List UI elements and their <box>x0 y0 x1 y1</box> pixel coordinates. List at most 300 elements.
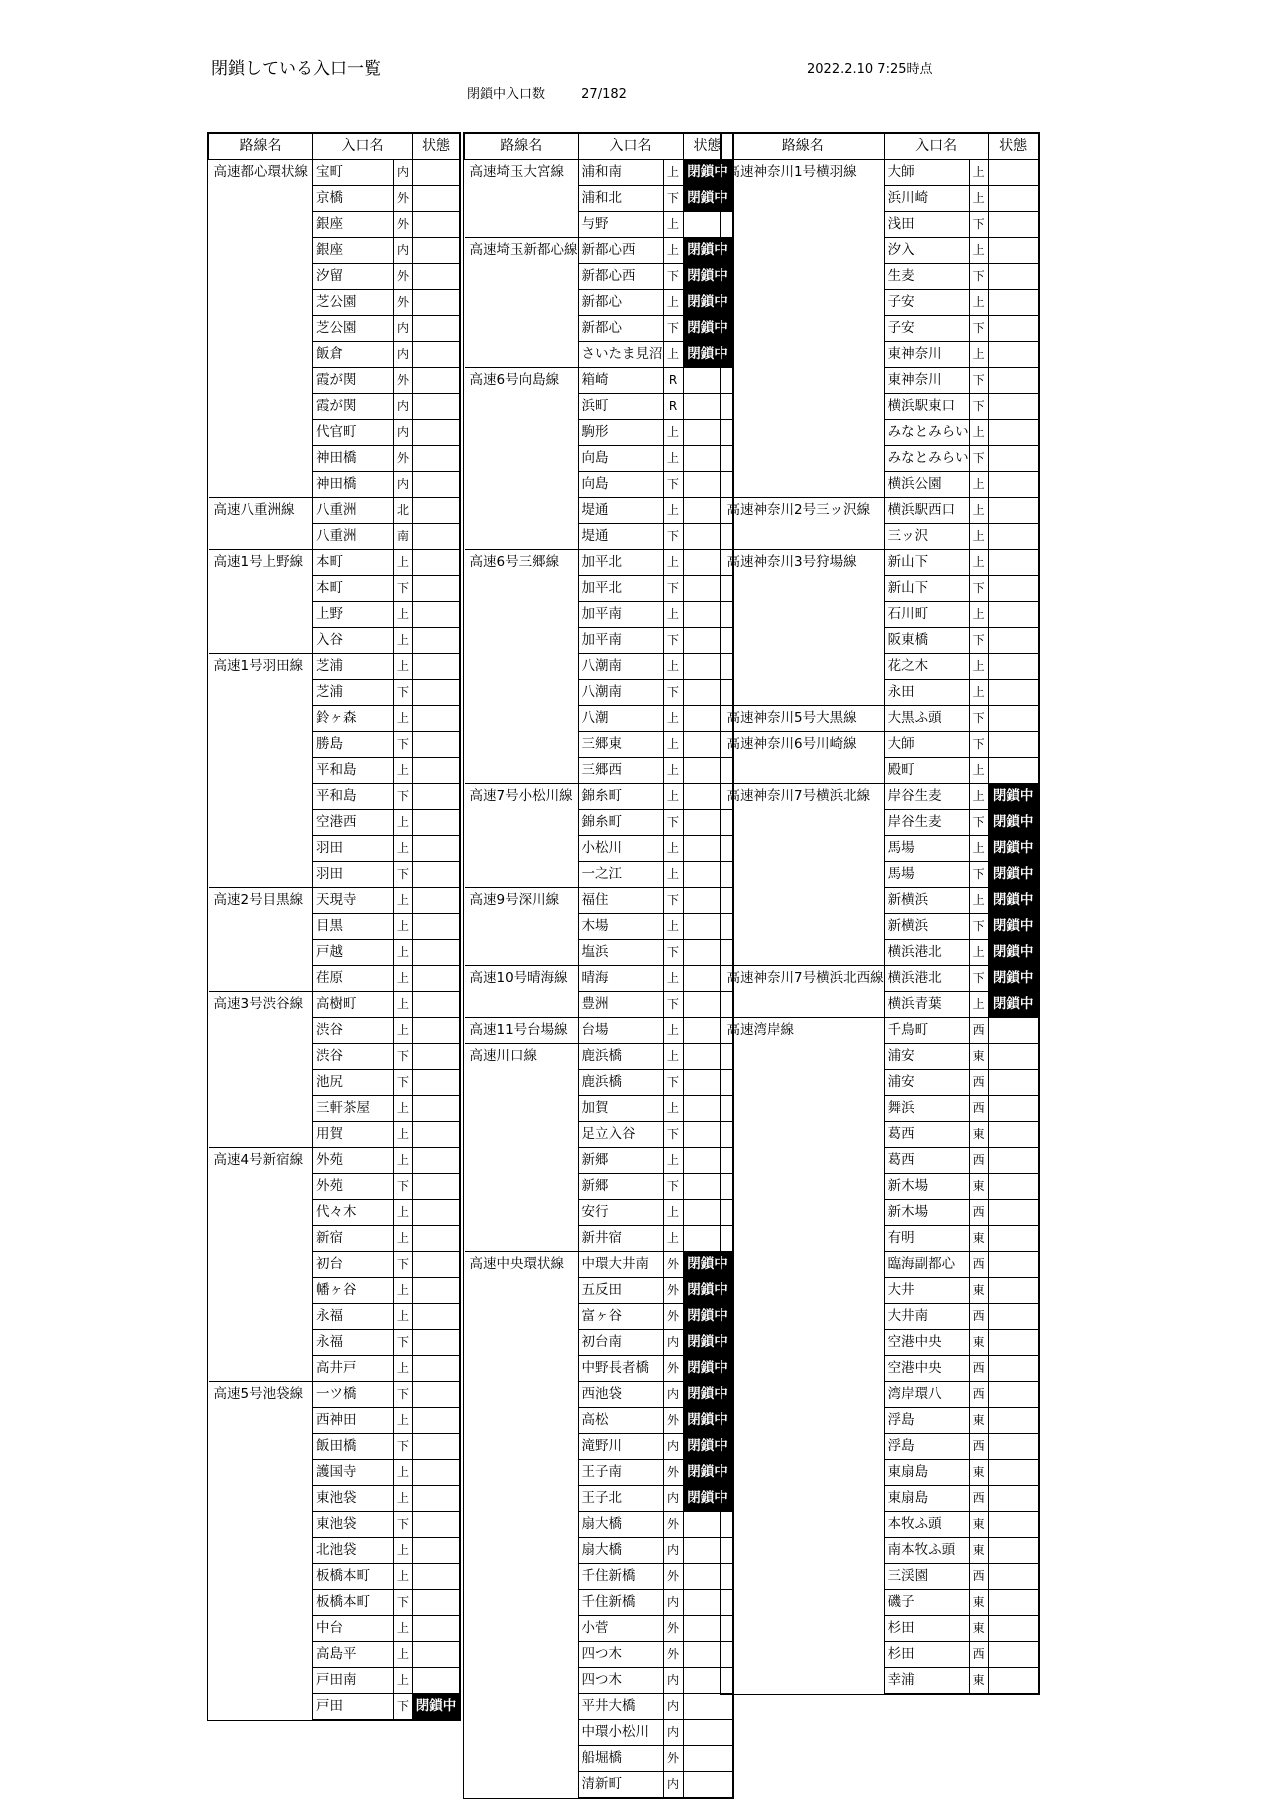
direction: 下 <box>969 810 988 836</box>
route-name <box>209 914 313 940</box>
table-row <box>465 836 733 862</box>
entrance-name: 千鳥町 <box>884 1018 969 1044</box>
route-name <box>722 1486 885 1512</box>
table-row <box>465 1122 733 1148</box>
closed-badge: 閉鎖中 <box>988 810 1038 836</box>
direction: 西 <box>969 1564 988 1590</box>
entrance-name: 霞が関 <box>313 394 394 420</box>
direction: 上 <box>394 1356 413 1382</box>
direction: 上 <box>969 498 988 524</box>
route-header: 路線名 <box>465 134 579 160</box>
entrance-name: 加平北 <box>578 576 663 602</box>
direction: 下 <box>969 732 988 758</box>
entrance-name: 扇大橋 <box>578 1538 663 1564</box>
table-row <box>209 654 460 680</box>
direction: 東 <box>969 1044 988 1070</box>
status-cell <box>988 550 1038 576</box>
status-cell <box>413 1252 460 1278</box>
direction: 下 <box>394 1512 413 1538</box>
table-row <box>465 394 733 420</box>
status-cell <box>413 654 460 680</box>
table-row <box>209 368 460 394</box>
entrance-name: 新郷 <box>578 1148 663 1174</box>
entrance-table-1-grid <box>208 133 460 1720</box>
direction: 下 <box>663 680 683 706</box>
direction: 西 <box>969 1356 988 1382</box>
entrance-table-1 <box>207 132 461 1721</box>
entrance-name: 北池袋 <box>313 1538 394 1564</box>
table-row <box>209 914 460 940</box>
table-row <box>465 1252 733 1278</box>
route-name <box>722 1148 885 1174</box>
table-row <box>465 628 733 654</box>
route-name <box>209 1694 313 1720</box>
route-name <box>465 1070 579 1096</box>
closed-badge: 閉鎖中 <box>988 862 1038 888</box>
entrance-name: 芝公園 <box>313 290 394 316</box>
route-name <box>465 264 579 290</box>
table-row <box>465 1720 733 1746</box>
entrance-name: 京橋 <box>313 186 394 212</box>
table-row <box>209 160 460 186</box>
status-cell <box>413 420 460 446</box>
table-row <box>209 966 460 992</box>
table-row <box>465 238 733 264</box>
closed-badge: 閉鎖中 <box>683 160 732 186</box>
route-name <box>722 446 885 472</box>
entrance-name: 錦糸町 <box>578 810 663 836</box>
route-name <box>722 394 885 420</box>
table-row <box>722 940 1039 966</box>
entrance-name: 加平南 <box>578 628 663 654</box>
status-header: 状態 <box>413 134 460 160</box>
route-name <box>722 1434 885 1460</box>
route-name: 高速1号羽田線 <box>209 654 313 680</box>
status-cell <box>413 1512 460 1538</box>
direction: 西 <box>969 1148 988 1174</box>
status-cell <box>988 186 1038 212</box>
entrance-name: 鹿浜橋 <box>578 1070 663 1096</box>
table-row <box>722 1200 1039 1226</box>
route-name <box>209 1304 313 1330</box>
route-name: 高速神奈川1号横羽線 <box>726 164 857 181</box>
direction: 下 <box>969 966 988 992</box>
direction: 上 <box>394 1148 413 1174</box>
status-cell <box>413 1538 460 1564</box>
direction: 上 <box>663 238 683 264</box>
closed-badge: 閉鎖中 <box>683 1356 732 1382</box>
route-name <box>465 1174 579 1200</box>
direction: 上 <box>969 940 988 966</box>
entrance-name: 八潮 <box>578 706 663 732</box>
table-row <box>209 394 460 420</box>
entrance-name: 浮島 <box>884 1408 969 1434</box>
entrance-name: 横浜青葉 <box>884 992 969 1018</box>
table-row <box>465 680 733 706</box>
direction: 東 <box>969 1538 988 1564</box>
direction: 外 <box>394 290 413 316</box>
status-cell <box>413 1408 460 1434</box>
route-name <box>722 342 885 368</box>
route-name <box>722 186 885 212</box>
entrance-name: 新木場 <box>884 1174 969 1200</box>
status-cell <box>988 160 1038 186</box>
table-row <box>209 1174 460 1200</box>
status-cell <box>988 446 1038 472</box>
route-name <box>722 1070 885 1096</box>
entrance-name: 晴海 <box>578 966 663 992</box>
route-name: 高速3号渋谷線 <box>209 992 313 1018</box>
entrance-name: 鈴ヶ森 <box>313 706 394 732</box>
direction: 下 <box>394 1252 413 1278</box>
entrance-name: 羽田 <box>313 862 394 888</box>
direction: 下 <box>663 264 683 290</box>
table-row <box>722 446 1039 472</box>
status-cell <box>988 472 1038 498</box>
entrance-name: 豊洲 <box>578 992 663 1018</box>
status-cell <box>413 342 460 368</box>
direction: 上 <box>663 706 683 732</box>
route-name <box>209 212 313 238</box>
status-cell <box>413 394 460 420</box>
entrance-name: 永福 <box>313 1330 394 1356</box>
direction: 上 <box>663 602 683 628</box>
entrance-name: 西神田 <box>313 1408 394 1434</box>
table-row <box>209 1278 460 1304</box>
route-name <box>722 264 885 290</box>
direction: 上 <box>394 1408 413 1434</box>
table-row <box>465 1694 733 1720</box>
entrance-name: 五反田 <box>578 1278 663 1304</box>
table-row <box>465 1148 733 1174</box>
route-name <box>209 1252 313 1278</box>
entrance-name: 福住 <box>578 888 663 914</box>
direction: 上 <box>663 212 683 238</box>
direction: 上 <box>969 992 988 1018</box>
entrance-name: 加平南 <box>578 602 663 628</box>
direction: 上 <box>969 238 988 264</box>
route-name <box>465 1200 579 1226</box>
table-row <box>465 1668 733 1694</box>
table-row <box>209 888 460 914</box>
entrance-name: 汐留 <box>313 264 394 290</box>
route-name <box>209 732 313 758</box>
status-cell <box>413 316 460 342</box>
table-row <box>465 732 733 758</box>
closed-badge: 閉鎖中 <box>988 914 1038 940</box>
direction: 上 <box>394 1616 413 1642</box>
entrance-name: 浜川崎 <box>884 186 969 212</box>
entrance-name: 四つ木 <box>578 1668 663 1694</box>
entrance-name: 空港中央 <box>884 1330 969 1356</box>
status-cell <box>988 420 1038 446</box>
status-cell <box>413 914 460 940</box>
table-row <box>465 1096 733 1122</box>
direction: 下 <box>394 576 413 602</box>
direction: 下 <box>394 1044 413 1070</box>
direction: 外 <box>663 1278 683 1304</box>
direction: 下 <box>663 940 683 966</box>
table-row <box>465 1746 733 1772</box>
entrance-name: 勝島 <box>313 732 394 758</box>
table-row <box>722 1174 1039 1200</box>
table-row <box>465 914 733 940</box>
closed-count-label: 閉鎖中入口数 <box>467 87 546 102</box>
status-cell <box>413 1616 460 1642</box>
entrance-table-3-grid <box>721 133 1039 1694</box>
status-cell <box>988 628 1038 654</box>
entrance-name: 東扇島 <box>884 1486 969 1512</box>
table-row <box>209 992 460 1018</box>
status-cell <box>413 966 460 992</box>
status-cell <box>413 1226 460 1252</box>
direction: 上 <box>394 654 413 680</box>
table-row <box>722 706 1039 732</box>
table-row <box>722 1434 1039 1460</box>
entrance-name: 高樹町 <box>313 992 394 1018</box>
direction: 外 <box>663 1460 683 1486</box>
entrance-name: 戸田 <box>313 1694 394 1720</box>
status-cell <box>413 576 460 602</box>
entrance-name: 堤通 <box>578 498 663 524</box>
table-row <box>465 1512 733 1538</box>
direction: 内 <box>663 1434 683 1460</box>
table-row <box>465 1590 733 1616</box>
entrance-name: 横浜駅西口 <box>884 498 969 524</box>
entrance-name: 安行 <box>578 1200 663 1226</box>
status-cell <box>413 836 460 862</box>
table-row <box>209 576 460 602</box>
direction: 西 <box>969 1252 988 1278</box>
route-name <box>209 1590 313 1616</box>
table-row <box>209 550 460 576</box>
direction: 上 <box>663 498 683 524</box>
status-cell <box>988 498 1038 524</box>
route-name <box>209 836 313 862</box>
status-cell <box>988 602 1038 628</box>
route-name <box>465 810 579 836</box>
table-row <box>465 1616 733 1642</box>
table-row <box>722 1486 1039 1512</box>
entrance-name: 小松川 <box>578 836 663 862</box>
direction: 外 <box>663 1408 683 1434</box>
entrance-name: 浦安 <box>884 1070 969 1096</box>
entrance-name: みなとみらい <box>884 420 969 446</box>
status-cell <box>413 758 460 784</box>
table-row <box>722 1512 1039 1538</box>
entrance-name: 新宿 <box>313 1226 394 1252</box>
direction: 内 <box>394 472 413 498</box>
status-cell <box>413 524 460 550</box>
entrance-table-2-grid <box>464 133 733 1798</box>
entrance-name: 渋谷 <box>313 1018 394 1044</box>
entrance-name: 空港西 <box>313 810 394 836</box>
status-cell <box>988 1226 1038 1252</box>
status-cell <box>413 784 460 810</box>
direction: 上 <box>663 836 683 862</box>
status-cell <box>413 1044 460 1070</box>
table-row <box>209 264 460 290</box>
entrance-name: 子安 <box>884 290 969 316</box>
route-name <box>209 680 313 706</box>
route-name <box>209 862 313 888</box>
route-name <box>209 758 313 784</box>
route-name <box>465 1304 579 1330</box>
entrance-name: 飯田橋 <box>313 1434 394 1460</box>
status-cell <box>413 862 460 888</box>
route-name <box>209 1122 313 1148</box>
direction: 東 <box>969 1668 988 1694</box>
table-row <box>722 732 1039 758</box>
direction: 外 <box>663 1512 683 1538</box>
entrance-name: 新木場 <box>884 1200 969 1226</box>
closed-badge: 閉鎖中 <box>683 1304 732 1330</box>
direction: 下 <box>969 628 988 654</box>
entrance-name: 花之木 <box>884 654 969 680</box>
route-name <box>465 1278 579 1304</box>
entrance-name: 足立入谷 <box>578 1122 663 1148</box>
direction: 上 <box>394 1538 413 1564</box>
route-name <box>209 394 313 420</box>
status-cell <box>413 1018 460 1044</box>
table-row <box>465 576 733 602</box>
route-name <box>209 1486 313 1512</box>
entrance-name: 殿町 <box>884 758 969 784</box>
direction: 内 <box>663 1668 683 1694</box>
table-row <box>209 1382 460 1408</box>
entrance-name: 幡ヶ谷 <box>313 1278 394 1304</box>
table-row <box>722 784 1039 810</box>
status-cell <box>988 1642 1038 1668</box>
status-cell <box>413 472 460 498</box>
table-row <box>465 1278 733 1304</box>
route-name <box>465 524 579 550</box>
table-row <box>465 602 733 628</box>
entrance-name: 東神奈川 <box>884 342 969 368</box>
direction: 上 <box>394 1564 413 1590</box>
route-name <box>209 1564 313 1590</box>
route-name <box>722 1200 885 1226</box>
entrance-name: 三渓園 <box>884 1564 969 1590</box>
table-row <box>465 1382 733 1408</box>
direction: 下 <box>663 576 683 602</box>
direction: 上 <box>969 186 988 212</box>
table-row <box>722 212 1039 238</box>
direction: 下 <box>969 446 988 472</box>
direction: 下 <box>663 810 683 836</box>
entrance-name: 大井 <box>884 1278 969 1304</box>
direction: 上 <box>663 914 683 940</box>
route-name <box>722 316 885 342</box>
table-row <box>722 1590 1039 1616</box>
table-row <box>465 290 733 316</box>
direction: 上 <box>394 966 413 992</box>
direction: 上 <box>394 1460 413 1486</box>
table-row <box>209 1330 460 1356</box>
table-row <box>465 420 733 446</box>
route-name <box>465 420 579 446</box>
table-row <box>465 1564 733 1590</box>
direction: 上 <box>394 914 413 940</box>
entrance-name: 浦和北 <box>578 186 663 212</box>
route-name: 高速神奈川5号大黒線 <box>722 706 885 732</box>
entrance-name: 神田橋 <box>313 446 394 472</box>
route-name <box>209 446 313 472</box>
direction: 上 <box>663 550 683 576</box>
status-cell <box>988 758 1038 784</box>
direction: 上 <box>663 1096 683 1122</box>
entrance-name: 芝公園 <box>313 316 394 342</box>
table-row <box>465 342 733 368</box>
closed-badge: 閉鎖中 <box>683 290 732 316</box>
route-name: 高速川口線 <box>465 1044 579 1070</box>
status-cell <box>413 1070 460 1096</box>
table-row <box>722 1616 1039 1642</box>
route-name <box>209 784 313 810</box>
route-name <box>722 810 885 836</box>
entrance-name: 湾岸環八 <box>884 1382 969 1408</box>
direction: R <box>663 394 683 420</box>
table-header-row <box>465 134 733 160</box>
entrance-name: 新都心 <box>578 290 663 316</box>
status-cell <box>413 1486 460 1512</box>
table-header-row <box>209 134 460 160</box>
entrance-name: 中野長者橋 <box>578 1356 663 1382</box>
entrance-name: 荏原 <box>313 966 394 992</box>
route-name <box>465 1330 579 1356</box>
route-name <box>465 706 579 732</box>
status-cell <box>988 1486 1038 1512</box>
route-name <box>209 1512 313 1538</box>
status-cell <box>413 1668 460 1694</box>
status-cell <box>413 1174 460 1200</box>
route-name <box>722 1616 885 1642</box>
route-name <box>722 1252 885 1278</box>
table-row <box>465 446 733 472</box>
direction: 西 <box>969 1200 988 1226</box>
status-cell <box>413 1330 460 1356</box>
table-row <box>722 550 1039 576</box>
route-name: 高速神奈川6号川崎線 <box>722 732 885 758</box>
status-cell <box>413 992 460 1018</box>
closed-badge: 閉鎖中 <box>988 966 1038 992</box>
direction: 下 <box>394 1070 413 1096</box>
direction: 上 <box>394 1278 413 1304</box>
entrance-name: 大黒ふ頭 <box>884 706 969 732</box>
closed-badge: 閉鎖中 <box>683 1330 732 1356</box>
table-row <box>465 1538 733 1564</box>
route-name: 高速4号新宿線 <box>209 1148 313 1174</box>
status-cell <box>988 1434 1038 1460</box>
entrance-name: 千住新橋 <box>578 1590 663 1616</box>
entrance-name: 浜町 <box>578 394 663 420</box>
route-name <box>209 1278 313 1304</box>
entrance-name: 本牧ふ頭 <box>884 1512 969 1538</box>
table-row <box>465 1330 733 1356</box>
status-cell <box>988 1356 1038 1382</box>
table-row <box>722 394 1039 420</box>
status-cell <box>683 1720 732 1746</box>
direction: 内 <box>663 1330 683 1356</box>
entrance-name: 外苑 <box>313 1174 394 1200</box>
status-cell <box>988 1174 1038 1200</box>
table-row <box>722 810 1039 836</box>
direction: 下 <box>394 1382 413 1408</box>
entrance-name: 宝町 <box>313 160 394 186</box>
direction: 下 <box>663 888 683 914</box>
status-cell <box>413 212 460 238</box>
table-row <box>465 966 733 992</box>
